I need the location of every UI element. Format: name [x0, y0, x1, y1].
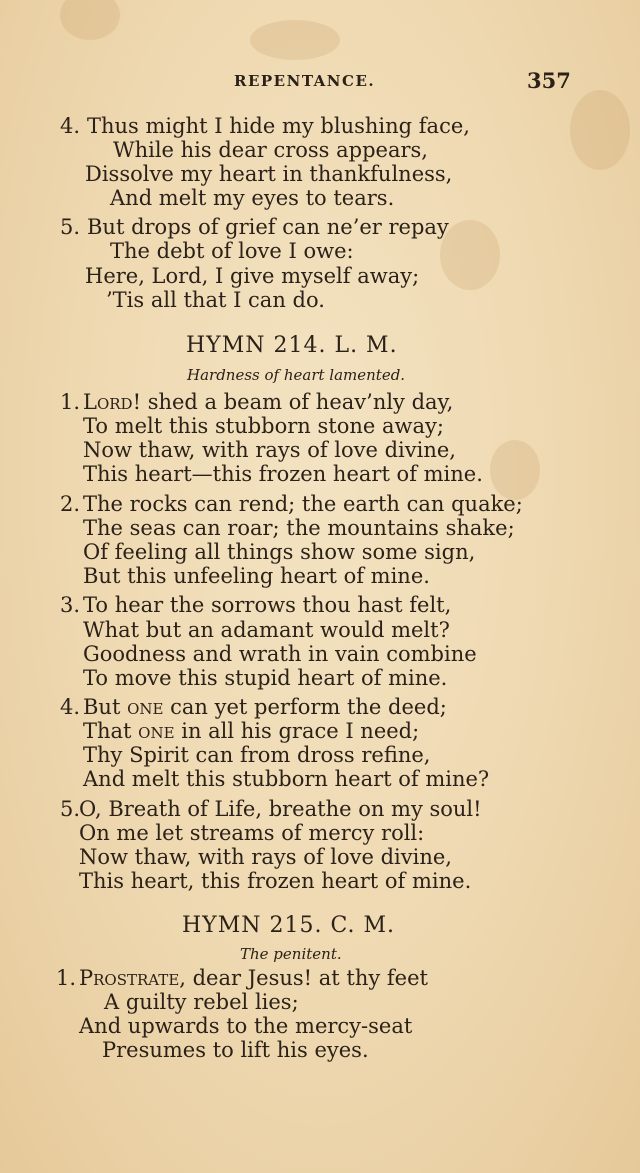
stanza-number: 4. — [59, 114, 80, 138]
stanza-line: ’Tis all that I can do. — [106, 288, 325, 312]
stanza-line: Now thaw, with rays of love divine, — [79, 845, 452, 869]
stanza-line: This heart, this frozen heart of mine. — [79, 869, 472, 893]
stanza-number: 5. — [59, 797, 80, 821]
stanza-line: And upwards to the mercy-seat — [79, 1014, 413, 1038]
stanza-line: But this unfeeling heart of mine. — [83, 564, 430, 588]
hymn-subtitle: The penitent. — [240, 945, 342, 963]
stanza-number: 5. — [59, 215, 80, 239]
stanza-number: 4. — [59, 695, 80, 719]
hymn-title: HYMN 214. L. M. — [186, 333, 398, 358]
stanza-line: Of feeling all things show some sign, — [83, 540, 476, 564]
stanza-number: 2. — [59, 492, 80, 516]
running-head: REPENTANCE. — [234, 72, 376, 90]
stanza-line: To melt this stubborn stone away; — [83, 414, 444, 438]
hymn-subtitle: Hardness of heart lamented. — [187, 366, 406, 384]
page-number: 357 — [527, 68, 571, 93]
hymn-title: HYMN 215. C. M. — [182, 913, 396, 938]
stanza-line: Now thaw, with rays of love divine, — [83, 438, 456, 462]
stanza-line: Dissolve my heart in thankfulness, — [85, 162, 453, 186]
stanza-line: Goodness and wrath in vain combine — [83, 642, 477, 666]
stanza-line: And melt my eyes to tears. — [110, 186, 395, 210]
stanza-number: 1. — [59, 390, 80, 414]
stanza-line: To move this stupid heart of mine. — [83, 666, 448, 690]
stanza-line: Presumes to lift his eyes. — [102, 1038, 369, 1062]
stanza-line: What but an adamant would melt? — [83, 618, 450, 642]
stanza-line: Thy Spirit can from dross refine, — [83, 743, 431, 767]
stanza-line: While his dear cross appears, — [113, 138, 428, 162]
book-page: REPENTANCE. 357 4. Thus might I hide my blushing face, While his dear cross appears, Dissolve my heart in thankfulness, And melt my eyes to tears. 5. But drops of grief can ne’er repay The debt of love I owe: Here, Lord, I give myself away; ’Tis all that I can do. HYMN 214. L. M. Hardness of heart lamented. 1. Lord! shed a beam of heav’nly day, To melt this stubborn stone away; Now thaw, with rays of love divine, This heart—this frozen heart of mine. 2. The rocks can rend; the earth can quake; The seas can roar; the mountains shake; Of feeling all things show some sign, But this unfeeling heart of mine. 3. To hear the sorrows thou hast felt, What but an adamant would melt? Goodness and wrath in vain combine To move this stupid heart of mine. 4. But one can yet perform the deed; That one in all his grace I need; Thy Spirit can from dross refine, And melt this stubborn heart of mine? 5. O, Breath of Life, breathe on my soul! On me let streams of mercy roll: Now thaw, with rays of love divine, This heart, this frozen heart of mine. HYMN 215. C. M. The penitent. 1. Prostrate, dear Jesus! at thy feet A guilty rebel lies; And upwards to the mercy-seat Presumes to lift his eyes. — [0, 0, 640, 1173]
stanza-line: And melt this stubborn heart of mine? — [83, 767, 490, 791]
stanza-line: This heart—this frozen heart of mine. — [83, 462, 483, 486]
stanza-number: 1. — [55, 966, 76, 990]
stanza-line: The seas can roar; the mountains shake; — [83, 516, 515, 540]
stanza-line: On me let streams of mercy roll: — [79, 821, 425, 845]
stanza-line: Here, Lord, I give myself away; — [85, 264, 420, 288]
page-header — [0, 68, 640, 96]
stanza-line: The debt of love I owe: — [110, 239, 354, 263]
stanza-number: 3. — [59, 593, 80, 617]
stanza-line: That one in all his grace I need; — [83, 719, 420, 743]
stanza-line: A guilty rebel lies; — [104, 990, 299, 1014]
